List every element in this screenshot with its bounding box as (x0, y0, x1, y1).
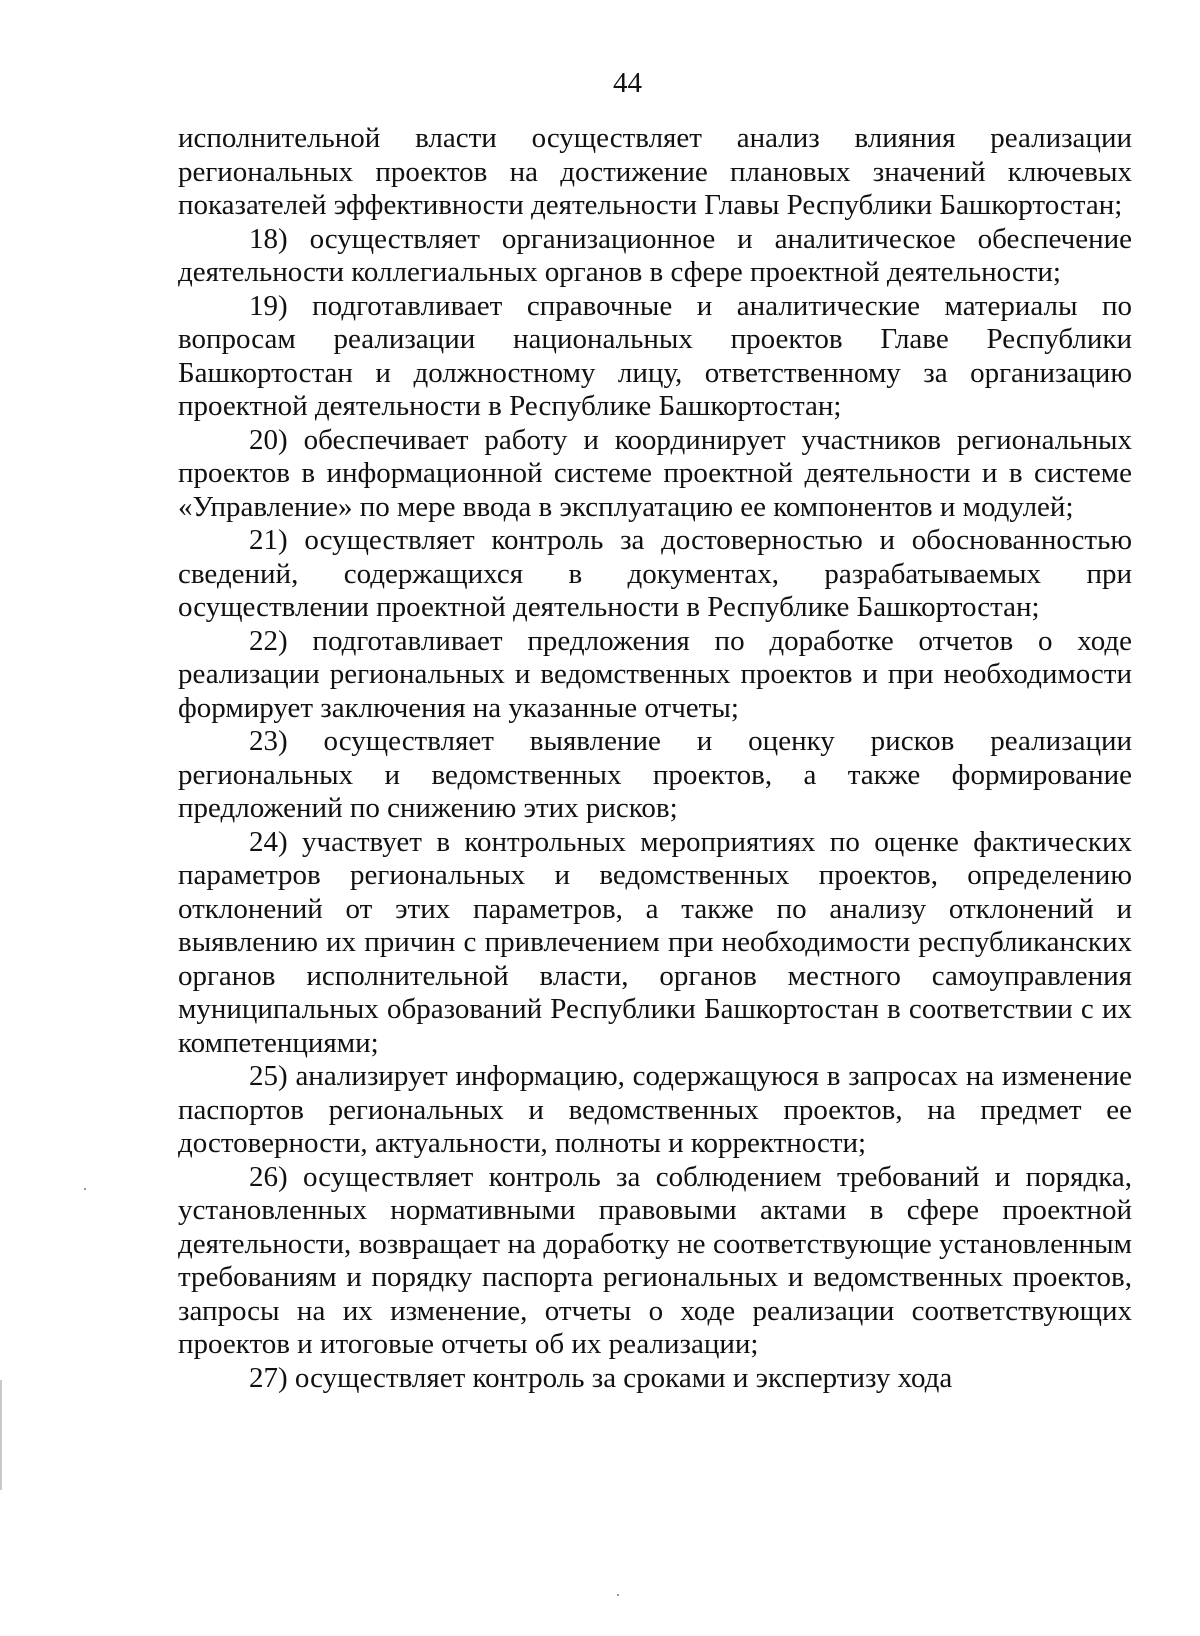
list-item-26: 26) осуществляет контроль за соблюдением требований и порядка, установленных нормативными правовыми актами в сфере проектной деятельности, возвращает на доработку не соответствующие установленным требованиям и порядку паспорта региональных и ведомственных проектов, запросы на их изменение, отчеты о ходе реализации соответствующих проектов и итоговые отчеты об их реализации; (178, 1160, 1132, 1360)
intro-paragraph: исполнительной власти осуществляет анализ влияния реализации региональных проектов на достижение плановых значений ключевых показателей эффективности деятельности Главы Республики Башкортостан; (178, 122, 1132, 221)
page-number: 44 (613, 67, 642, 99)
scan-speck (84, 1188, 86, 1190)
scan-speck (617, 1594, 619, 1596)
list-item-18: 18) осуществляет организационное и аналитическое обеспечение деятельности коллегиальных органов в сфере проектной деятельности; (178, 222, 1132, 288)
list-item-23: 23) осуществляет выявление и оценку рисков реализации региональных и ведомственных проектов, а также формирование предложений по снижению этих рисков; (178, 725, 1132, 824)
list-item-24: 24) участвует в контрольных мероприятиях по оценке фактических параметров региональных и ведомственных проектов, определению отклонений от этих параметров, а также по анализу отклонений и выявлению их причин с привлечением при необходимости республиканских органов исполнительной власти, органов местного самоуправления муниципальных образований Республики Башкортостан в соответствии с их компетенциями; (178, 825, 1132, 1059)
document-body (178, 122, 1132, 1395)
list-item-22: 22) подготавливает предложения по доработке отчетов о ходе реализации региональных и ведомственных проектов и при необходимости формирует заключения на указанные отчеты; (178, 624, 1132, 724)
list-item-21: 21) осуществляет контроль за достоверностью и обоснованностью сведений, содержащихся в документах, разрабатываемых при осуществлении проектной деятельности в Республике Башкортостан; (178, 524, 1132, 623)
list-item-25: 25) анализирует информацию, содержащуюся в запросах на изменение паспортов региональных и ведомственных проектов, на предмет ее достоверности, актуальности, полноты и корректности; (178, 1060, 1132, 1159)
list-item-20: 20) обеспечивает работу и координирует участников региональных проектов в информационной системе проектной деятельности и в системе «Управление» по мере ввода в эксплуатацию ее компонентов и модулей; (178, 423, 1132, 523)
list-item-19: 19) подготавливает справочные и аналитические материалы по вопросам реализации национальных проектов Главе Республики Башкортостан и должностному лицу, ответственному за организацию проектной деятельности в Республике Башкортостан; (178, 289, 1132, 422)
list-item-27: 27) осуществляет контроль за сроками и экспертизу хода (249, 1361, 953, 1394)
scan-edge-mark (0, 1380, 2, 1490)
